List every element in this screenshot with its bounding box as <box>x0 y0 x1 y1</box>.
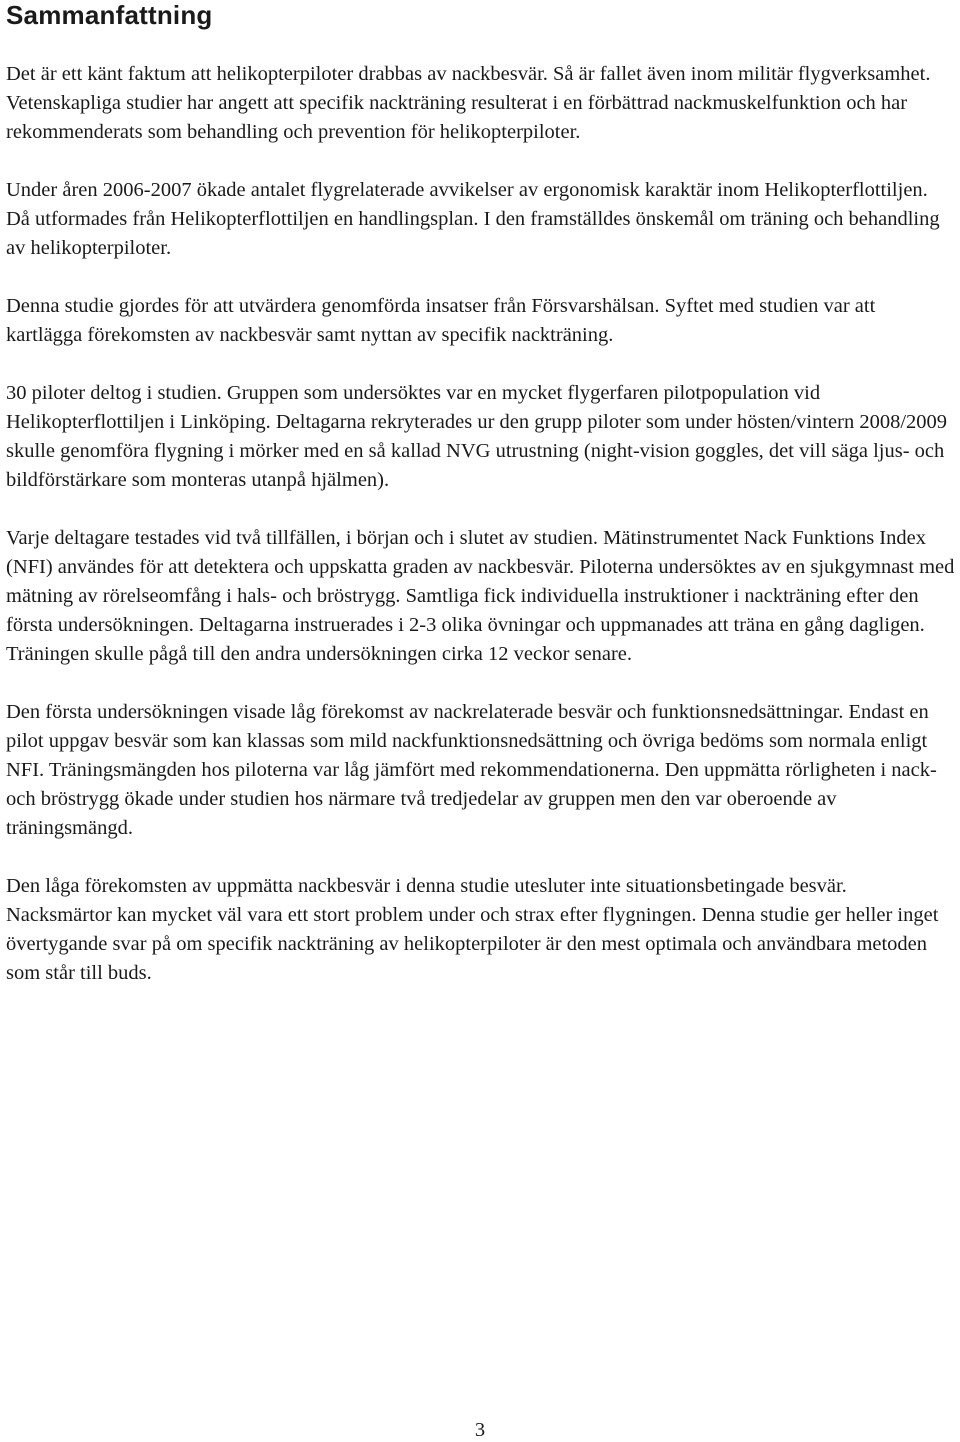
section-heading: Sammanfattning <box>6 0 213 30</box>
paragraph-purpose: Denna studie gjordes för att utvärdera genomförda insatser från Försvarshälsan. Syftet med studien var att kartlägga förekomsten av nackbesvär samt nyttan av specifik nackträning. <box>6 295 876 346</box>
paragraph-background: Under åren 2006-2007 ökade antalet flygrelaterade avvikelser av ergonomisk karaktär inom Helikopterflottiljen. Då utformades från Helikopterflottiljen en handlingsplan. I den framställdes önskemål om träning och behandling av helikopterpiloter. <box>6 179 940 259</box>
paragraph-conclusion: Den låga förekomsten av uppmätta nackbesvär i denna studie utesluter inte situationsbetingade besvär. Nacksmärtor kan mycket väl vara ett stort problem under och strax efter flygningen. Denna studie ger heller inget övertygande svar på om specifik nackträning av helikopterpiloter är den mest optimala och användbara metoden som står till buds. <box>6 875 939 984</box>
paragraph-results: Den första undersökningen visade låg förekomst av nackrelaterade besvär och funktionsnedsättningar. Endast en pilot uppgav besvär som kan klassas som mild nackfunktionsnedsättning och övriga bedöms som normala enligt NFI. Träningsmängden hos piloterna var låg jämfört med rekommendationerna. Den uppmätta rörligheten i nack- och bröstrygg ökade under studien hos närmare två tredjedelar av gruppen men den var oberoende av träningsmängd. <box>6 701 937 839</box>
paragraph-method: Varje deltagare testades vid två tillfällen, i början och i slutet av studien. Mätinstrumentet Nack Funktions Index (NFI) användes för att detektera och uppskatta graden av nackbesvär. Piloterna undersöktes av en sjukgymnast med mätning av rörelseomfång i hals- och bröstrygg. Samtliga fick individuella instruktioner i nackträning efter den första undersökningen. Deltagarna instruerades i 2-3 olika övningar och uppmanades att träna en gång dagligen. Träningen skulle pågå till den andra undersökningen cirka 12 veckor senare. <box>6 527 955 665</box>
page-number: 3 <box>474 1419 486 1441</box>
paragraph-participants: 30 piloter deltog i studien. Gruppen som undersöktes var en mycket flygerfaren pilotpopulation vid Helikopterflottiljen i Linköping. Deltagarna rekryterades ur den grupp piloter som under hösten/vintern 2008/2009 skulle genomföra flygning i mörker med en så kallad NVG utrustning (night-vision goggles, det vill säga ljus- och bildförstärkare som monteras utanpå hjälmen). <box>6 382 948 491</box>
body-text <box>6 60 956 1017</box>
paragraph-intro: Det är ett känt faktum att helikopterpiloter drabbas av nackbesvär. Så är fallet även inom militär flygverksamhet. Vetenskapliga studier har angett att specifik nackträning resulterat i en förbättrad nackmuskelfunktion och har rekommenderats som behandling och prevention för helikopterpiloter. <box>6 63 931 143</box>
